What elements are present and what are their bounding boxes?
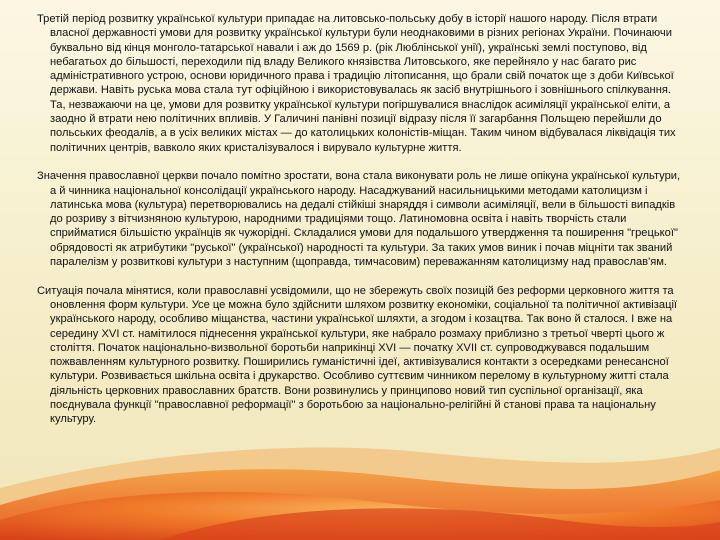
paragraph-reform: Ситуація почала мінятися, коли православні усвідомили, що не збережуть своїх позицій без реформи церковного життя та оновлення форм культури. Усе це можна було здійснити шляхом розвитку економіки, соціальної та політичної активізації українського народу, особливо міщанства, частини української шляхти, а згодом і козацтва. Так воно й сталося. І вже на середину XVI ст. намітилося піднесення української культури, яке набрало розмаху приблизно з третьої чверті цього ж століття. Початок національно-визвольної боротьби наприкінці XVI — початку XVII ст. супроводжувався подальшим пожвавленням культурного розвитку. Поширились гуманістичні ідеї, активізувалися контакти з осередками ренесансної культури. Розвивається шкільна освіта і друкарство. Особливо суттєвим чинником перелому в культурному житті стала діяльність церковних православних братств. Вони розвинулись у принципово новий тип суспільної організації, яка поєднувала функції "православної реформації" з боротьбою за національно-релігійні й станові права та національну культуру. — [37, 284, 678, 426]
paragraph-orthodox-church: Значення православної церкви почало помітно зростати, вона стала виконувати роль не лише опікуна української культури, а й чинника національної консолідації українського народу. Насаджуваний насильницькими методами католицизм і латинська мова (культура) перетворювались на дедалі стійкіші знаряддя і символи асиміляції, вели в більшості випадків до розриву з вітчизняною культурою, народними традиціями тощо. Латиномовна освіта і навіть творчість стали сприйматися більшістю українців як чужорідні. Складалися умови для подальшого утвердження та поширення "грецької" обрядовості як атрибутики "руської" (української) народності та культури. За таких умов виник і почав міцніти так званий паралелізм у розвиткові культури з наступним (щоправда, тимчасовим) переважанням католицизму над православ'ям. — [37, 170, 681, 269]
document-body — [37, 12, 687, 441]
paragraph-third-period: Третій період розвитку української культури припадає на литовсько-польську добу в історії нашого народу. Після втрати власної державності умови для розвитку української культури були неоднаковими в різних регіонах України. Починаючи буквально від кінця монголо-татарської навали і аж до 1569 р. (рік Люблінської унії), українські землі поступово, від небагатьох до більшості, переходили під владу Великого князівства Литовського, яке перейняло у нас багато рис адміністративного устрою, основи юридичного права і традицію літописання, що брали свій початок ще з доби Київської держави. Навіть руська мова стала тут офіційною і використовувалась як засіб внутрішнього і зовнішнього спілкування. Та, незважаючи на це, умови для розвитку української культури погіршувалися внаслідок асиміляції української еліти, а заодно й втрати нею політичних впливів. У Галичині панівні позиції відразу після її загарбання Польщею перейшли до польських феодалів, а в усіх великих містах — до католицьких колоністів-міщан. Таким чином відбувалася ліквідація тих політичних центрів, вавколо яких кристалізувалося і вирувало культурне життя. — [37, 13, 676, 154]
